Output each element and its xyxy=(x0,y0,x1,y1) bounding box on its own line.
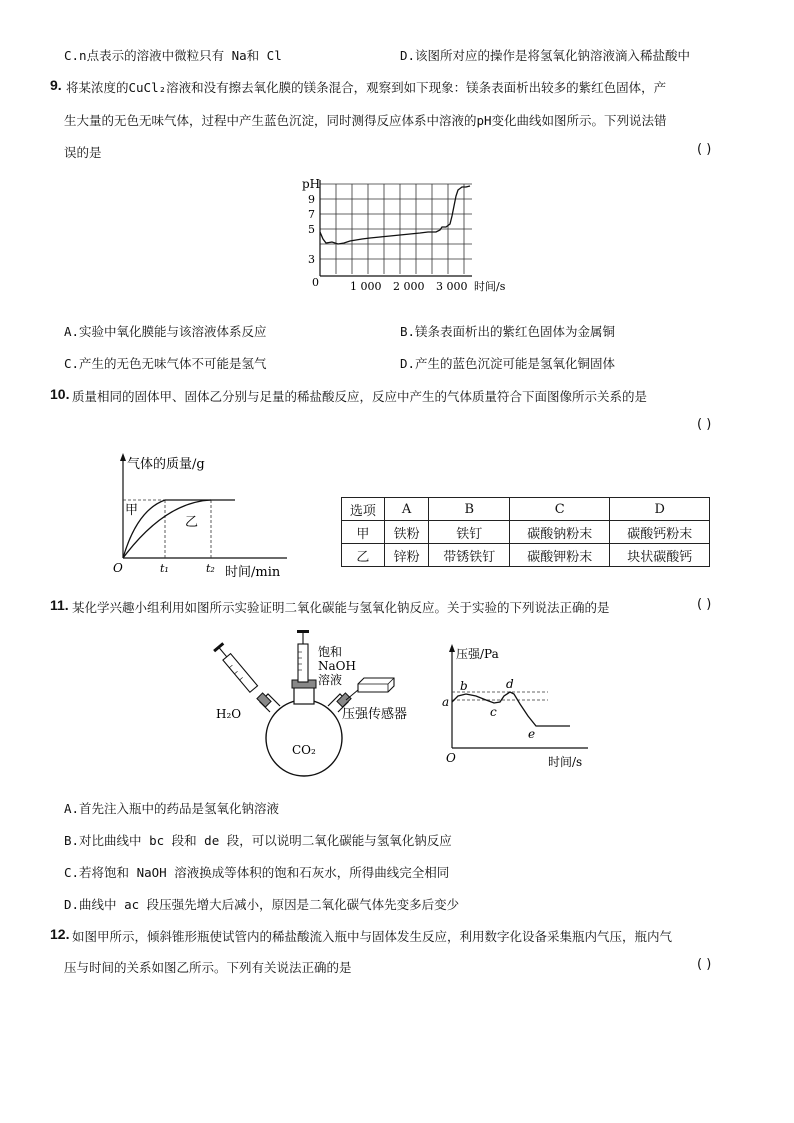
q12-answer-bracket: ( ) xyxy=(697,957,712,972)
table-cell: 带锈铁钉 xyxy=(429,544,510,567)
q9-ytick: 9 xyxy=(308,193,315,206)
q11-option-b: B.对比曲线中 bc 段和 de 段，可以说明二氧化碳能与氢氧化钠反应 xyxy=(64,833,452,848)
q11-xlabel: 时间/s xyxy=(548,755,583,769)
table-row xyxy=(342,498,710,521)
table-cell: A xyxy=(384,498,429,521)
q10-ylabel: 气体的质量/g xyxy=(127,457,205,472)
q12-stem-line2: 压与时间的关系如图乙所示。下列有关说法正确的是 xyxy=(64,960,352,975)
table-cell: 锌粉 xyxy=(384,544,429,567)
q9-xtick: 3 000 xyxy=(436,280,468,293)
q11-option-c: C.若将饱和 NaOH 溶液换成等体积的饱和石灰水，所得曲线完全相同 xyxy=(64,865,450,880)
table-cell: 选项 xyxy=(342,498,385,521)
table-cell: 碳酸钠粉末 xyxy=(510,521,610,544)
q9-stem-line2: 生大量的无色无味气体，过程中产生蓝色沉淀，同时测得反应体系中溶液的pH变化曲线如图所示。下列说法错 xyxy=(64,113,667,128)
q9-origin: 0 xyxy=(312,276,319,289)
q11-apparatus-diagram xyxy=(208,628,424,778)
q9-ph-chart xyxy=(290,172,520,302)
q11-label-sensor: 压强传感器 xyxy=(342,707,408,722)
q9-number: 9. xyxy=(50,77,62,93)
q9-ylabel: pH xyxy=(302,177,321,191)
q11-point-e: e xyxy=(528,727,536,741)
q11-ylabel: 压强/Pa xyxy=(456,647,499,661)
q9-ytick: 5 xyxy=(308,223,315,236)
q10-t1: t₁ xyxy=(160,562,169,575)
q9-xtick: 2 000 xyxy=(393,280,425,293)
table-cell: 碳酸钙粉末 xyxy=(610,521,710,544)
q11-pressure-chart xyxy=(438,640,598,770)
q9-option-a: A.实验中氧化膜能与该溶液体系反应 xyxy=(64,324,267,339)
table-cell: B xyxy=(429,498,510,521)
q10-answer-bracket: ( ) xyxy=(697,417,712,432)
q9-stem-line3: 误的是 xyxy=(64,145,102,160)
q10-gas-chart xyxy=(105,450,295,580)
q10-t2: t₂ xyxy=(206,562,215,575)
table-row xyxy=(342,544,710,567)
q11-label-water: H₂O xyxy=(216,707,242,721)
q9-xlabel: 时间/s xyxy=(474,280,506,293)
q10-options-table xyxy=(341,497,710,567)
q10-number: 10. xyxy=(50,386,70,402)
q11-point-c: c xyxy=(490,705,497,719)
q11-option-d: D.曲线中 ac 段压强先增大后减小，原因是二氧化碳气体先变多后变少 xyxy=(64,897,460,912)
q9-stem-line1: 将某浓度的CuCl₂溶液和没有擦去氧化膜的镁条混合，观察到如下现象：镁条表面析出较多的紫红色固体，产 xyxy=(66,80,667,95)
table-row xyxy=(342,521,710,544)
table-cell: 块状碳酸钙 xyxy=(610,544,710,567)
table-cell: 铁钉 xyxy=(429,521,510,544)
q11-origin: O xyxy=(446,751,456,765)
q9-option-c: C.产生的无色无味气体不可能是氢气 xyxy=(64,356,267,371)
q12-stem-line1: 如图甲所示，倾斜锥形瓶使试管内的稀盐酸流入瓶中与固体发生反应，利用数字化设备采集瓶内气压，瓶内气 xyxy=(72,929,673,944)
q9-option-d: D.产生的蓝色沉淀可能是氢氧化铜固体 xyxy=(400,356,616,371)
q9-ytick: 7 xyxy=(308,208,315,221)
q10-stem-line1: 质量相同的固体甲、固体乙分别与足量的稀盐酸反应，反应中产生的气体质量符合下面图像所示关系的是 xyxy=(72,389,648,404)
q12-number: 12. xyxy=(50,926,70,942)
table-cell: D xyxy=(610,498,710,521)
q9-xtick: 1 000 xyxy=(350,280,382,293)
q11-option-a: A.首先注入瓶中的药品是氢氧化钠溶液 xyxy=(64,801,280,816)
table-cell: 碳酸钾粉末 xyxy=(510,544,610,567)
q10-origin: O xyxy=(113,561,123,575)
q9-answer-bracket: ( ) xyxy=(697,142,712,157)
q9-option-b: B.镁条表面析出的紫红色固体为金属铜 xyxy=(400,324,616,339)
q10-curve-yi: 乙 xyxy=(185,515,199,530)
q11-label-solution: 溶液 xyxy=(318,673,343,687)
q10-xlabel: 时间/min xyxy=(225,565,281,580)
q8-option-d: D.该图所对应的操作是将氢氧化钠溶液滴入稀盐酸中 xyxy=(400,48,691,63)
q11-point-d: d xyxy=(506,677,514,691)
q11-answer-bracket: ( ) xyxy=(697,597,712,612)
table-cell: C xyxy=(510,498,610,521)
q11-label-co2: CO₂ xyxy=(292,743,316,757)
q11-point-b: b xyxy=(460,679,468,693)
q10-curve-jia: 甲 xyxy=(125,503,139,518)
q11-label-saturated: 饱和 xyxy=(318,645,343,659)
table-cell: 乙 xyxy=(342,544,385,567)
q9-ytick: 3 xyxy=(308,253,315,266)
q11-point-a: a xyxy=(442,695,450,709)
table-cell: 铁粉 xyxy=(384,521,429,544)
q11-stem-line1: 某化学兴趣小组利用如图所示实验证明二氧化碳能与氢氧化钠反应。关于实验的下列说法正确的是 xyxy=(72,600,610,615)
table-cell: 甲 xyxy=(342,521,385,544)
q8-option-c: C.n点表示的溶液中微粒只有 Na和 Cl xyxy=(64,48,282,63)
q11-number: 11. xyxy=(50,597,69,613)
q11-label-naoh: NaOH xyxy=(318,659,356,673)
